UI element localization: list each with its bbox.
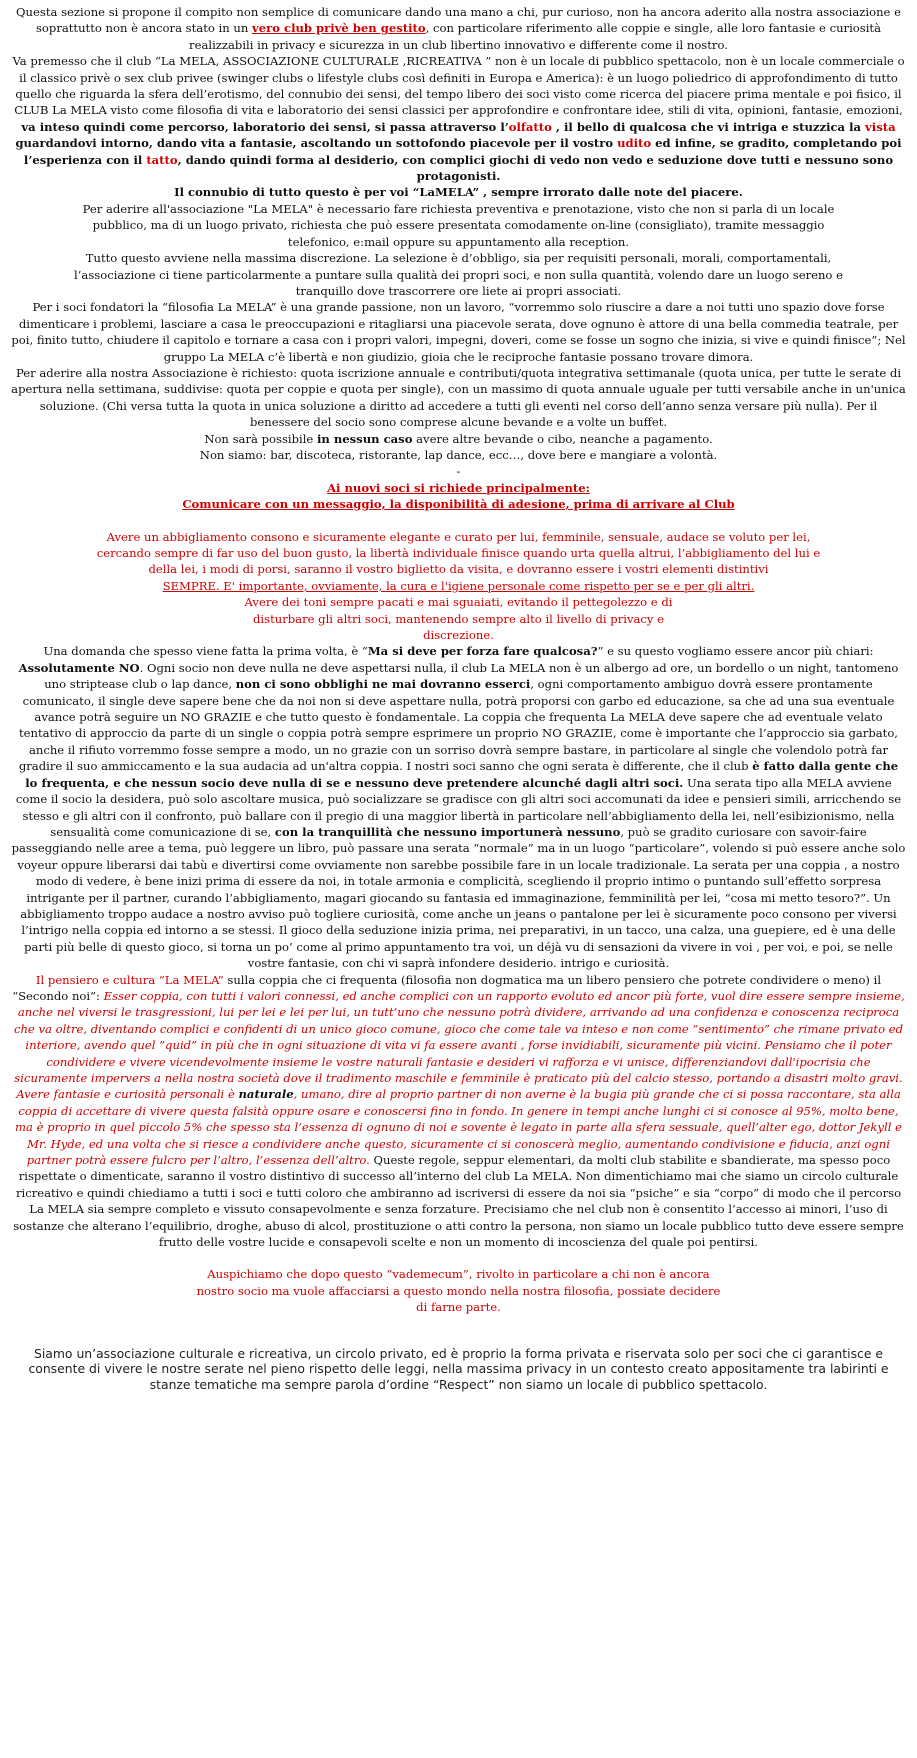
- fees-paragraph: Per aderire alla nostra Associazione è richiesto: quota iscrizione annuale e contributi/quota integrativa settimanale (quota unica, per tutte le serate di apertura nella settimana, suddivise: quota per coppie e quota per single), con un massimo di quota annuale uguale per tutti versabile anche in un'unica soluzione. (Chi versa tutta la quota in unica soluzione a diritto ad accedere a tutti gli eventi nel corso dell’anno senza versare più nulla). Per il benessere del socio sono comprese alcune bevande e a volte un buffet.: [11, 365, 906, 430]
- not-we-are-line: Non siamo: bar, discoteca, ristorante, lap dance, ecc…, dove bere e mangiare a volontà.: [199, 447, 718, 462]
- intro-paragraph: Questa sezione si propone il compito non semplice di comunicare dando una mano a chi, pur curioso, non ha ancora aderito alla nostra associazione e soprattutto non è ancora stato in un vero club privè ben gestito, con particolare riferimento alle coppie e single, alle loro fantasie e curiosità realizzabili in privacy e sicurezza in un club libertino innovativo e differente come il nostro.: [16, 5, 901, 52]
- closing-wish-paragraph: Auspichiamo che dopo questo “vademecum”, rivolto in particolare a chi non è ancora nostro socio ma vuole affacciarsi a questo mondo nella nostra filosofia, possiate decidere di farne parte.: [196, 1267, 721, 1315]
- drinks-line: Non sarà possibile in nessun caso avere altre bevande o cibo, neanche a pagamento.: [204, 431, 713, 446]
- sense-olfatto: olfatto: [508, 119, 552, 134]
- requirements-title: Ai nuovi soci si richiede principalmente:: [327, 480, 590, 495]
- dress-code-paragraph: Avere un abbigliamento consono e sicuramente elegante e curato per lui, femminile, sensuale, audace se voluto per lei, cercando sempre di far uso del buon gusto, la libertà individuale finisce quando urta quella altrui, l’abbigliamento del lui e della lei, i modi di porsi, saranno il vostro biglietto da visita, e dovranno essere i vostri elementi distintivi: [96, 529, 821, 577]
- hygiene-line: SEMPRE. E' importante, ovviamente, la cura e l'igiene personale come rispetto per se e per gli altri.: [162, 578, 755, 593]
- footer-statement: Siamo un’associazione culturale e ricreativa, un circolo privato, ed è proprio la forma privata e riservata solo per soci che ci garantisce e consente di vivere le nostre serate nel pieno rispetto delle leggi, nella massima privacy in un contesto creato appositamente tra labirinti e stanze tematiche ma sempre parola d’ordine “Respect” non siamo un locale di pubblico spettacolo.: [28, 1345, 889, 1392]
- article: [11, 0, 906, 1392]
- question-paragraph: Una domanda che spesso viene fatta la prima volta, è “Ma si deve per forza fare qualcosa?” e su questo vogliamo essere ancor più chiari: Assolutamente NO. Ogni socio non deve nulla ne deve aspettarsi nulla, il club La MELA non è un albergo ad ore, un bordello o un night, tantomeno uno striptease club o lap dance, non ci sono obblighi ne mai dovranno esserci, ogni comportamento ambiguo dovrà essere prontamente comunicato, il single deve sapere bene che da noi non si deve aspettare nulla, potrà proporsi con garbo ed educazione, sa che ad una sua eventuale avance potrà seguire un NO GRAZIE e che tutto questo è fondamentale. La coppia che frequenta La MELA deve sapere che ad eventuale velato tentativo di approccio da parte di un single o coppia potrà sempre esprimere un proprio NO GRAZIE, come è importante che l’approccio sia garbato, anche il rifiuto vorremmo fosse sempre a modo, un no grazie con un sorriso dovrà sempre bastare, in particolare al single che volendolo potrà far gradire il suo ammiccamento e la sua audacia ad un'altra coppia. I nostri soci sanno che ogni serata è differente, che il club è fatto dalla gente che lo frequenta, e che nessun socio deve nulla di se e nessuno deve pretendere alcunché dagli altri soci. Una serata tipo alla MELA avviene come il socio la desidera, può solo ascoltare musica, può socializzare se gradisce con gli altri soci accomunati da idee e pensieri simili, arricchendo se stesso e gli altri con il confronto, può ballare con il pregio di una maggior libertà in particolare nell’abbigliamento della lei, nell’esibizionismo, nella sensualità come comunicazione di se, con la tranquillità che nessuno importunerà nessuno, può se gradito curiosare con savoir-faire passeggiando nelle aree a tema, può leggere un libro, può passare una serata “normale” ma in un luogo “particolare”, volendo si può essere anche solo voyeur oppure liberarsi dai tabù e divertirsi come ovviamente non sarebbe possibile fare in un locale tradizionale. La serata per una coppia , a nostro modo di vedere, è bene inizi prima di essere da noi, in totale armonia e complicità, scegliendo il proprio intimo o puntando sull’effetto sorpresa intrigante per il partner, curando l’abbigliamento, magari giocando su fantasia ed immaginazione, femminilità per lei, “cosa mi metto tesoro?”. Un abbigliamento troppo audace a nostro avviso può togliere curiosità, come anche un jeans o pantalone per lei è sicuramente poco consono per viversi l’intrigo nella coppia ed intorno a se stessi. Il gioco della seduzione inizia prima, nei preparativi, in un tacco, una calza, una guepiere, ed è una delle parti più belle di questo gioco, si torna un po’ come al primo appuntamento tra voi, un déjà vu di sensazioni da vivere in voi , per voi, e poi, se nelle vostre fantasie, con chi vi saprà infondere desiderio. intrigo e curiosità.: [11, 644, 906, 971]
- tone-paragraph: Avere dei toni sempre pacati e mai sguaiati, evitando il pettegolezzo e di disturbare gli altri soci, mantenendo sempre alto il livello di privacy e discrezione.: [244, 595, 673, 643]
- spacer: [11, 1316, 906, 1346]
- sense-vista: vista: [865, 119, 896, 134]
- spacer: [11, 513, 906, 529]
- connubio-line: Il connubio di tutto questo è per voi “LaMELA” , sempre irrorato dalle note del piacere.: [174, 185, 743, 200]
- sense-udito: udito: [617, 136, 652, 151]
- membership-paragraph: Per aderire all'associazione "La MELA" è necessario fare richiesta preventiva e prenotazione, visto che non si parla di un locale pubblico, ma di un luogo privato, richiesta che può essere presentata comodamente on-line (consigliato), tramite messaggio telefonico, e:mail oppure su appuntamento alla reception.: [82, 201, 835, 249]
- thought-paragraph: Il pensiero e cultura “La MELA” sulla coppia che ci frequenta (filosofia non dogmatica ma un libero pensiero che potrete condividere o meno) il “Secondo noi”: Esser coppia, con tutti i valori connessi, ed anche complici con un rapporto evoluto ed ancor più forte, vuol dire essere sempre insieme, anche nel viversi le trasgressioni, lui per lei e lei per lui, un tutt’uno che nessuno potrà dividere, arrivando ad una confidenza e conoscenza reciproca che va oltre, diventando complici e confidenti di un unico gioco comune, gioco che come tale va inteso e non come ”sentimento” che rimane privato ed interiore, avendo quel ”quid” in più che in ogni situazione di vita vi fa essere avanti , forse invidiabili, sicuramente più vicini. Pensiamo che il poter condividere e vivere vicendevolmente insieme le vostre naturali fantasie e desideri vi rafforza e vi unisce, differenziandovi dall'ipocrisia che sicuramente impervers a nella nostra società dove il tradimento maschile e femminile è praticato più del calcio stesso, portando a disastri molto gravi. Avere fantasie e curiosità personali è naturale, umano, dire al proprio partner di non averne è la bugia più grande che ci si possa raccontare, sta alla coppia di accettare di vivere questa falsità oppure osare e conoscersi fino in fondo. In genere in tempi anche lunghi ci si conosce al 95%, molto bene, ma è proprio in quel piccolo 5% che spesso sta l’essenza di ognuno di noi e sovente è legato in parte alla sfera sessuale, quell’alter ego, dottor Jekyll e Mr. Hyde, ed una volta che si riesce a condividere anche questo, sicuramente ci si conoscerà meglio, aumentando condivisione e fiducia, anzi ogni partner potrà essere fulcro per l’altro, l’essenza dell’altro. Queste regole, seppur elementari, da molti club stabilite e sbandierate, ma spesso poco rispettate o dimenticate, saranno il vostro distintivo di successo all’interno del club La MELA. Non dimentichiamo mai che siamo un circolo culturale ricreativo e quindi chiediamo a tutti i soci e tutti coloro che ambiranno ad iscriversi di essere da noi sia “psiche” e sia “corpo” di modo che il percorso La MELA sia sempre completo e vissuto consapevolmente e senza forzature. Precisiamo che nel club non è consentito l’accesso ai minori, l’uso di sostanze che alterano l’equilibrio, droghe, abuso di alcol, prostituzione o atti contro la persona, non siamo un locale pubblico tutto deve essere sempre frutto delle vostre lucide e consapevoli scelte e non un momento di incoscienza del quale poi pentirsi.: [12, 972, 905, 1250]
- discretion-paragraph: Tutto questo avviene nella massima discrezione. La selezione è d’obbligo, sia per requisiti personali, morali, comportamentali, l’associazione ci tiene particolarmente a puntare sulla qualità dei propri soci, e non sulla quantità, volendo dare un luogo sereno e tranquillo dove trascorrere ore liete ai propri associati.: [74, 251, 843, 298]
- requirements-subtitle: Comunicare con un messaggio, la disponibilità di adesione, prima di arrivare al Club: [182, 497, 735, 512]
- dash-separator: -: [456, 464, 461, 479]
- privè-club-link[interactable]: vero club privè ben gestito: [252, 21, 426, 36]
- premise-paragraph: Va premesso che il club “La MELA, ASSOCIAZIONE CULTURALE ,RICREATIVA ” non è un locale di pubblico spettacolo, non è un locale commerciale o il classico privè o sex club privee (swinger clubs o lifestyle clubs così definiti in Europa e America): è un luogo poliedrico di approfondimento di tutto quello che riguarda la sfera dell’erotismo, del connubio dei sensi, del tempo libero dei soci visto come ricerca del piacere prima mentale e poi fisico, il CLUB La MELA visto come filosofia di vita e laboratorio dei sensi classici per approfondire e confrontare idee, stili di vita, opinioni, fantasie, emozioni, va inteso quindi come percorso, laboratorio dei sensi, si passa attraverso l’olfatto , il bello di qualcosa che vi intriga e stuzzica la vista guardandovi intorno, dando vita a fantasie, ascoltando un sottofondo piacevole per il vostro udito ed infine, se gradito, completando poi l’esperienza con il tatto, dando quindi forma al desiderio, con complici giochi di vedo non vedo e seduzione dove tutti e nessuno sono protagonisti.: [12, 54, 905, 184]
- sense-tatto: tatto: [146, 152, 178, 167]
- philosophy-paragraph: Per i soci fondatori la “filosofia La MELA” è una grande passione, non un lavoro, “vorremmo solo riuscire a dare a noi tutti uno spazio dove forse dimenticare i problemi, lasciare a casa le preoccupazioni e ritagliarsi una piacevole serata, dove ognuno è attore di una bella commedia teatrale, per poi, finito tutto, chiudere il capitolo e tornare a casa con i propri valori, impegni, doveri, come se fosse un sogno che inizia, si vive e quindi finisce”; Nel gruppo La MELA c’è libertà e non giudizio, gioia che le reciproche fantasie possano trovare dimora.: [11, 300, 906, 364]
- spacer: [11, 1250, 906, 1266]
